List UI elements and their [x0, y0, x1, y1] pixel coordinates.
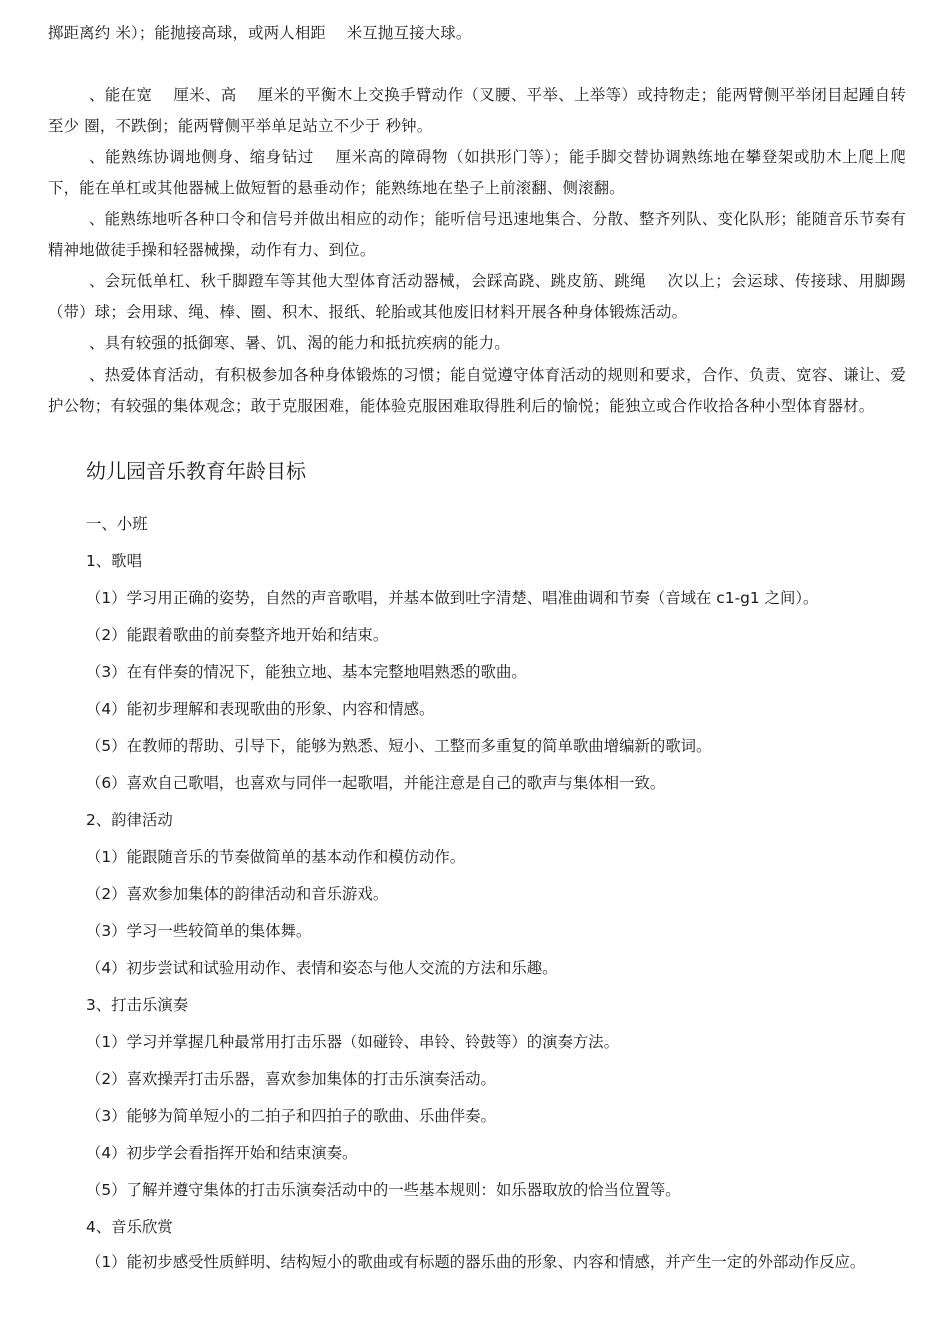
rhythm-heading: 2、韵律活动 — [86, 811, 173, 829]
pe-item-9: 、能熟练地听各种口令和信号并做出相应的动作；能听信号迅速地集合、分散、整齐列队、变化队形；能随音乐节奏有精神地做徒手操和轻器械操，动作有力、到位。 — [48, 210, 906, 259]
section-title: 幼儿园音乐教育年龄目标 — [86, 459, 306, 483]
rhythm-item: （4）初步尝试和试验用动作、表情和姿态与他人交流的方法和乐趣。 — [86, 959, 558, 977]
rhythm-item: （1）能跟随音乐的节奏做简单的基本动作和模仿动作。 — [86, 848, 466, 866]
singing-item: （2）能跟着歌曲的前奏整齐地开始和结束。 — [86, 626, 389, 644]
rhythm-item: （3）学习一些较简单的集体舞。 — [86, 922, 312, 940]
pe-continuation-text: 掷距离约 米）；能抛接高球，或两人相距 米互抛互接大球。 — [48, 24, 472, 42]
percussion-heading: 3、打击乐演奏 — [86, 996, 189, 1014]
pe-item-11: 、具有较强的抵御寒、暑、饥、渴的能力和抵抗疾病的能力。 — [89, 334, 510, 352]
appreciation-heading: 4、音乐欣赏 — [86, 1218, 173, 1236]
level-heading: 一、小班 — [86, 515, 148, 533]
singing-item: （3）在有伴奏的情况下，能独立地、基本完整地唱熟悉的歌曲。 — [86, 663, 527, 681]
pe-item-12: 、热爱体育活动，有积极参加各种身体锻炼的习惯；能自觉遵守体育活动的规则和要求，合作、负责、宽容、谦让、爱护公物；有较强的集体观念；敢于克服困难，能体验克服困难取得胜利后的愉悦；能独立或合作收拾各种小型体育器材。 — [48, 366, 906, 415]
rhythm-item: （2）喜欢参加集体的韵律活动和音乐游戏。 — [86, 885, 389, 903]
percussion-item: （4）初步学会看指挥开始和结束演奏。 — [86, 1144, 358, 1162]
percussion-item: （2）喜欢操弄打击乐器，喜欢参加集体的打击乐演奏活动。 — [86, 1070, 496, 1088]
singing-item: （6）喜欢自己歌唱，也喜欢与同伴一起歌唱，并能注意是自己的歌声与集体相一致。 — [86, 774, 666, 792]
singing-item: （1）学习用正确的姿势，自然的声音歌唱，并基本做到吐字清楚、唱准曲调和节奏（音域在 c1-g1 之间）。 — [86, 589, 819, 607]
appreciation-item: （1）能初步感受性质鲜明、结构短小的歌曲或有标题的器乐曲的形象、内容和情感，并产生一定的外部动作反应。 — [86, 1253, 866, 1271]
singing-heading: 1、歌唱 — [86, 552, 142, 570]
percussion-item: （3）能够为简单短小的二拍子和四拍子的歌曲、乐曲伴奏。 — [86, 1107, 496, 1125]
percussion-item: （5）了解并遵守集体的打击乐演奏活动中的一些基本规则：如乐器取放的恰当位置等。 — [86, 1181, 681, 1199]
singing-item: （5）在教师的帮助、引导下，能够为熟悉、短小、工整而多重复的简单歌曲增编新的歌词。 — [86, 737, 712, 755]
singing-item: （4）能初步理解和表现歌曲的形象、内容和情感。 — [86, 700, 435, 718]
percussion-item: （1）学习并掌握几种最常用打击乐器（如碰铃、串铃、铃鼓等）的演奏方法。 — [86, 1033, 620, 1051]
pe-item-10: 、会玩低单杠、秋千脚蹬车等其他大型体育活动器械，会踩高跷、跳皮筋、跳绳 次以上；会运球、传接球、用脚踢（带）球；会用球、绳、棒、圈、积木、报纸、轮胎或其他废旧材料开展各种身体锻炼活动。 — [48, 272, 906, 321]
pe-item-7: 、能在宽 厘米、高 厘米的平衡木上交换手臂动作（叉腰、平举、上举等）或持物走；能两臂侧平举闭目起踵自转至少 圈，不跌倒；能两臂侧平举单足站立不少于 秒钟。 — [48, 86, 906, 135]
pe-item-8: 、能熟练协调地侧身、缩身钻过 厘米高的障碍物（如拱形门等）；能手脚交替协调熟练地在攀登架或肋木上爬上爬下，能在单杠或其他器械上做短暂的悬垂动作；能熟练地在垫子上前滚翻、侧滚翻。 — [48, 148, 906, 197]
